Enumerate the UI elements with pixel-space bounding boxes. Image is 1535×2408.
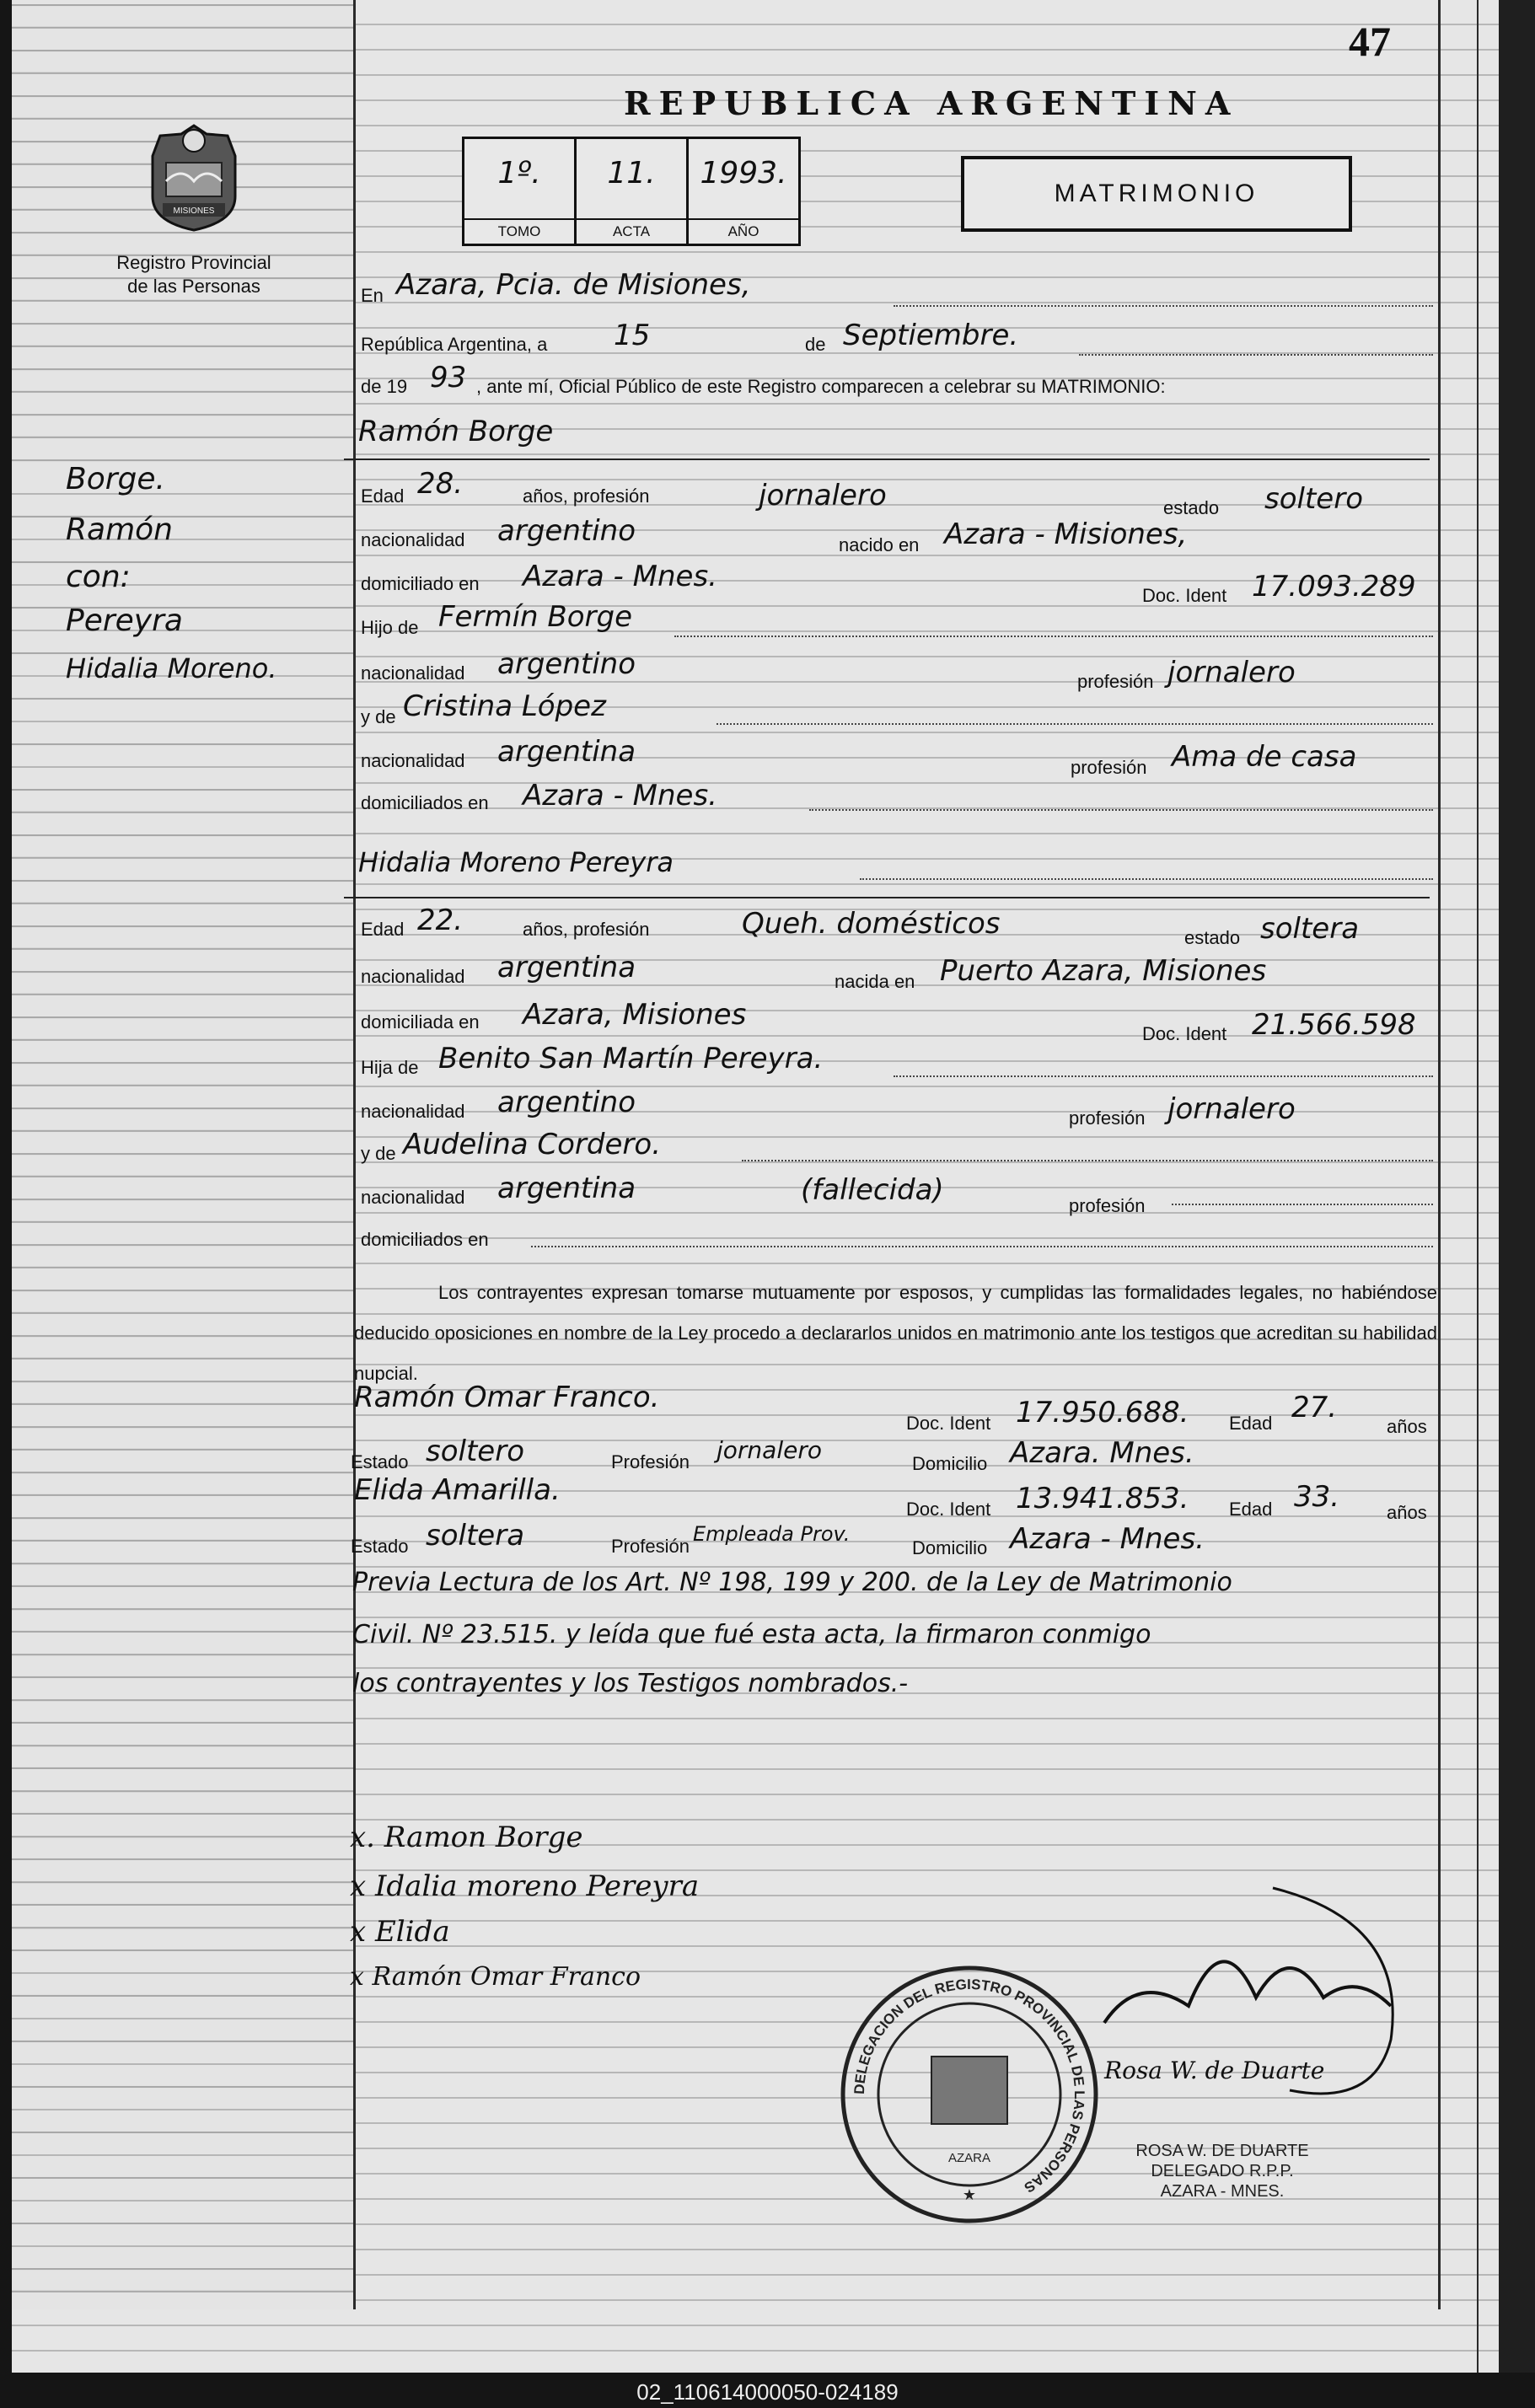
page-number: 47 xyxy=(1349,18,1391,65)
bride-father-occ-label: profesión xyxy=(1069,1107,1146,1129)
book-edge xyxy=(1499,0,1535,2373)
signature-witness1: x Ramón Omar Franco xyxy=(350,1962,641,1992)
bride-domicile-label: domiciliada en xyxy=(361,1011,480,1032)
witness2-age: 33. xyxy=(1294,1480,1340,1514)
official-title: DELEGADO R.P.P. xyxy=(1151,2162,1294,2180)
margin-note-4: Pereyra xyxy=(66,603,183,638)
bride-mother-nat: argentina xyxy=(497,1172,636,1205)
witness1-occupation: jornalero xyxy=(717,1436,822,1464)
stamp-ring-text: DELEGACION DEL REGISTRO PROVINCIAL DE LAS PERSONAS xyxy=(851,1976,1088,2196)
groom-occupation: jornalero xyxy=(759,479,887,512)
bride-father: Benito San Martín Pereyra. xyxy=(438,1042,824,1075)
groom-father: Fermín Borge xyxy=(438,600,632,634)
groom-born: Azara - Misiones, xyxy=(944,518,1188,551)
groom-mother-nat: argentina xyxy=(497,735,636,769)
bride-mother-occ-underline xyxy=(1172,1204,1433,1205)
intro-year-suffix: 93 xyxy=(430,361,467,394)
signature-bride: x Idalia moreno Pereyra xyxy=(350,1869,700,1903)
declaration-text: Los contrayentes expresan tomarse mutuamente por esposos, y cumplidas las formalidades legales, no habiéndose deducido oposiciones en nombre de la Ley procedo a declararlos unidos en matrimonio ante los testigos que acreditan su habilidad nupcial. xyxy=(354,1282,1437,1384)
bride-nationality: argentina xyxy=(497,951,636,984)
bride-mother-nat-label: nacionalidad xyxy=(361,1187,465,1208)
intro-statement: , ante mí, Oficial Público de este Registro comparecen a celebrar su MATRIMONIO: xyxy=(476,376,1166,397)
witness1-years-label: años xyxy=(1387,1416,1427,1437)
registry-line1: Registro Provincial xyxy=(116,252,271,273)
groom-father-nat-label: nacionalidad xyxy=(361,662,465,684)
witness1-doc: 17.950.688. xyxy=(1016,1396,1189,1429)
groom-nationality-label: nacionalidad xyxy=(361,529,465,550)
witness1-age: 27. xyxy=(1291,1391,1338,1424)
groom-doc: 17.093.289 xyxy=(1252,570,1416,603)
intro-de-label: de xyxy=(805,334,826,355)
bride-father-underline xyxy=(894,1075,1433,1077)
bride-name: Hidalia Moreno Pereyra xyxy=(358,846,674,878)
witness1-age-label: Edad xyxy=(1229,1413,1273,1434)
closing-line2: Civil. Nº 23.515. y leída que fué esta acta, la firmaron conmigo xyxy=(352,1620,1151,1649)
groom-domicile: Azara - Mnes. xyxy=(523,560,717,593)
witness2-doc: 13.941.853. xyxy=(1016,1482,1189,1515)
groom-born-label: nacido en xyxy=(839,534,920,555)
groom-parents-dom: Azara - Mnes. xyxy=(523,779,717,812)
ano-value: 1993. xyxy=(700,156,787,190)
groom-mother-occ: Ama de casa xyxy=(1172,740,1357,774)
month-underline xyxy=(1079,354,1433,356)
margin-note-2: Ramón xyxy=(66,512,173,547)
bride-father-nat-label: nacionalidad xyxy=(361,1101,465,1122)
groom-father-nat: argentino xyxy=(497,647,636,681)
witness1-name: Ramón Omar Franco. xyxy=(354,1381,660,1414)
intro-republic-label: República Argentina, a xyxy=(361,334,548,355)
bride-status: soltera xyxy=(1260,912,1360,946)
signature-official: Rosa W. de Duarte xyxy=(1104,2057,1325,2084)
margin-note-3: con: xyxy=(66,560,131,594)
groom-separator xyxy=(344,459,1430,460)
intro-month: Septiembre. xyxy=(843,319,1019,352)
signature-witness2: x Elida xyxy=(350,1915,450,1949)
margin-note-5: Hidalia Moreno. xyxy=(66,652,277,684)
intro-year-prefix: de 19 xyxy=(361,376,408,397)
bride-born-label: nacida en xyxy=(835,971,915,992)
groom-nationality: argentino xyxy=(497,514,636,548)
witness2-years-label: años xyxy=(1387,1502,1427,1523)
bride-status-label: estado xyxy=(1184,927,1241,948)
ano-cell xyxy=(689,139,798,244)
signature-groom: x. Ramon Borge xyxy=(350,1821,583,1854)
bride-age-label: Edad xyxy=(361,919,405,940)
bride-name-underline xyxy=(860,878,1433,880)
witness2-dom-label: Domicilio xyxy=(912,1537,988,1558)
groom-age: 28. xyxy=(417,467,464,501)
witness2-name: Elida Amarilla. xyxy=(354,1473,561,1507)
bride-years-label: años, profesión xyxy=(523,919,650,940)
bride-doc-label: Doc. Ident xyxy=(1142,1023,1227,1044)
bride-age: 22. xyxy=(417,904,464,937)
witness2-age-label: Edad xyxy=(1229,1499,1273,1520)
acta-cell xyxy=(577,139,689,244)
intro-en-label: En xyxy=(361,285,384,306)
republic-heading: REPUBLICA ARGENTINA xyxy=(624,84,1239,122)
witness1-status-label: Estado xyxy=(351,1451,409,1472)
witness2-occupation: Empleada Prov. xyxy=(693,1522,851,1546)
right-rule xyxy=(1438,0,1441,2309)
tomo-value: 1º. xyxy=(497,156,541,190)
closing-line3: los contrayentes y los Testigos nombrados.- xyxy=(352,1669,909,1698)
bride-domicile: Azara, Misiones xyxy=(523,998,747,1032)
groom-doc-label: Doc. Ident xyxy=(1142,585,1227,606)
groom-mother-nat-label: nacionalidad xyxy=(361,750,465,771)
groom-mother-label: y de xyxy=(361,706,396,727)
bride-father-label: Hija de xyxy=(361,1057,419,1078)
bride-occupation: Queh. domésticos xyxy=(742,907,1001,941)
father-underline xyxy=(674,636,1433,637)
bride-mother: Audelina Cordero. xyxy=(403,1128,661,1161)
bride-mother-note: (fallecida) xyxy=(801,1173,944,1207)
witness2-doc-label: Doc. Ident xyxy=(906,1499,991,1520)
groom-parents-dom-label: domiciliados en xyxy=(361,792,489,813)
intro-place: Azara, Pcia. de Misiones, xyxy=(396,268,751,302)
bride-parents-dom-underline xyxy=(531,1246,1433,1247)
bride-nationality-label: nacionalidad xyxy=(361,966,465,987)
official-block xyxy=(1096,2141,1349,2202)
margin-note-1: Borge. xyxy=(66,462,165,496)
official-signature-scribble xyxy=(1087,1871,1425,2124)
groom-name: Ramón Borge xyxy=(358,415,554,448)
bride-separator xyxy=(344,897,1430,898)
witness1-dom-label: Domicilio xyxy=(912,1453,988,1474)
bride-mother-label: y de xyxy=(361,1143,396,1164)
groom-years-label: años, profesión xyxy=(523,485,650,507)
acta-value: 11. xyxy=(607,156,656,190)
intro-day: 15 xyxy=(614,319,651,352)
mother-underline xyxy=(717,723,1433,725)
official-name: ROSA W. DE DUARTE xyxy=(1135,2142,1309,2160)
parents-dom-underline xyxy=(809,809,1433,811)
stamp-city: AZARA xyxy=(947,2151,991,2165)
witness1-status: soltero xyxy=(426,1435,524,1468)
witness2-status-label: Estado xyxy=(351,1536,409,1557)
groom-status: soltero xyxy=(1264,482,1363,516)
official-location: AZARA - MNES. xyxy=(1160,2182,1285,2201)
acta-label: ACTA xyxy=(577,218,686,240)
registry-crest-icon xyxy=(148,122,240,232)
groom-domicile-label: domiciliado en xyxy=(361,573,480,594)
bride-doc: 21.566.598 xyxy=(1252,1008,1416,1042)
official-stamp-icon xyxy=(830,1955,1108,2234)
registry-line2: de las Personas xyxy=(127,276,260,297)
bride-father-occ: jornalero xyxy=(1167,1092,1296,1126)
groom-mother: Cristina López xyxy=(403,689,606,723)
groom-father-label: Hijo de xyxy=(361,617,419,638)
record-type-box: MATRIMONIO xyxy=(961,156,1352,232)
witness1-domicile: Azara. Mnes. xyxy=(1010,1436,1194,1470)
crest-text: MISIONES xyxy=(173,206,215,216)
witness1-doc-label: Doc. Ident xyxy=(906,1413,991,1434)
bride-born: Puerto Azara, Misiones xyxy=(940,954,1267,988)
ano-label: AÑO xyxy=(689,218,798,240)
margin-column xyxy=(12,0,353,2309)
witness1-occ-label: Profesión xyxy=(611,1451,690,1472)
svg-text:★: ★ xyxy=(962,2186,977,2204)
bride-mother-occ-label: profesión xyxy=(1069,1195,1146,1216)
bride-parents-dom-label: domiciliados en xyxy=(361,1229,489,1250)
groom-father-occ: jornalero xyxy=(1167,656,1296,689)
groom-age-label: Edad xyxy=(361,485,405,507)
groom-mother-occ-label: profesión xyxy=(1071,757,1147,778)
groom-father-occ-label: profesión xyxy=(1077,671,1154,692)
place-underline xyxy=(894,305,1433,307)
groom-status-label: estado xyxy=(1163,497,1220,518)
registry-title xyxy=(105,251,282,298)
bride-father-nat: argentino xyxy=(497,1086,636,1119)
tomo-cell xyxy=(464,139,577,244)
witness2-domicile: Azara - Mnes. xyxy=(1010,1522,1205,1556)
binding-rule xyxy=(1477,0,1479,2373)
image-identifier: 02_110614000050-024189 xyxy=(636,2379,899,2405)
witness2-status: soltera xyxy=(426,1519,525,1553)
closing-line1: Previa Lectura de los Art. Nº 198, 199 y 200. de la Ley de Matrimonio xyxy=(352,1568,1232,1597)
bride-mother-underline xyxy=(742,1160,1433,1161)
tomo-label: TOMO xyxy=(464,218,574,240)
witness2-occ-label: Profesión xyxy=(611,1536,690,1557)
record-tag-table xyxy=(462,137,801,246)
